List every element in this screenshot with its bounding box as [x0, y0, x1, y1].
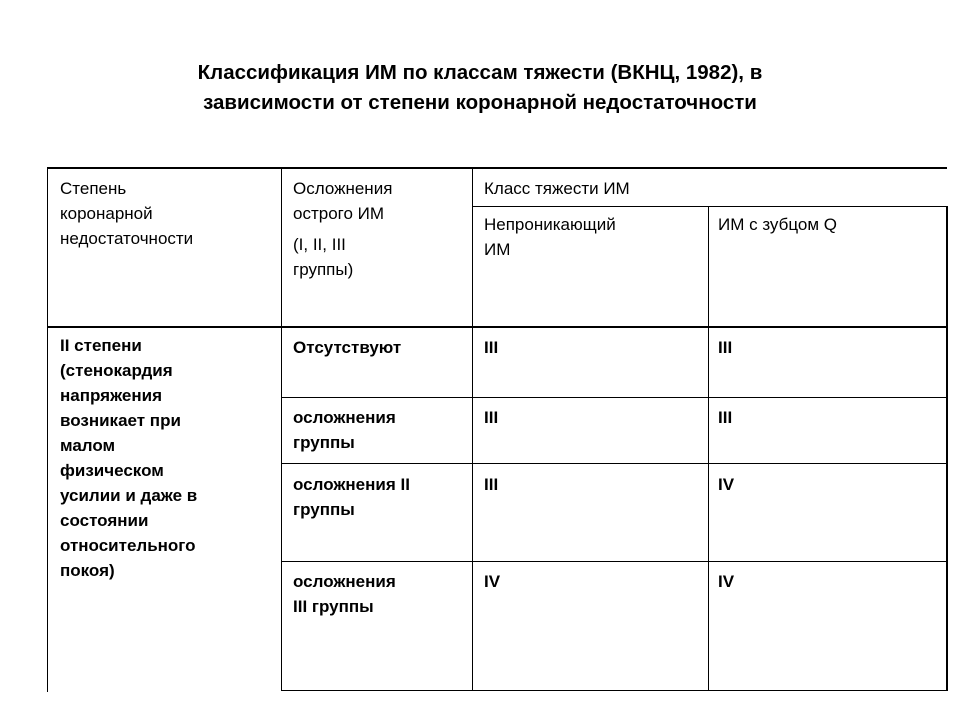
title-line-2: зависимости от степени коронарной недостаточности: [203, 91, 757, 114]
header-nonpenetrating: [484, 212, 616, 262]
header-degree-line-3: недостаточности: [60, 229, 194, 248]
row-1-complication-line-1: Отсутствуют: [293, 338, 402, 357]
header-complications-groups-1: (I, II, III: [293, 235, 346, 254]
row-2-nonpenetrating: III: [484, 408, 499, 427]
row-3-complication-line-1: осложнения II: [293, 475, 410, 494]
row-1-complication: [293, 335, 401, 360]
header-nonpenetrating-line-2: ИМ: [484, 240, 511, 259]
row-3-qwave: IV: [718, 475, 735, 494]
header-degree-line-1: Степень: [60, 179, 127, 198]
header-nonpenetrating-line-1: Непроникающий: [484, 215, 616, 234]
row-4-complication-line-2: III группы: [293, 597, 374, 616]
degree-line-10: покоя): [60, 561, 115, 580]
title-line-1: Классификация ИМ по классам тяжести (ВКНЦ, 1982), в: [197, 61, 763, 84]
table-bottom-border: [281, 690, 947, 691]
row-1-qwave: III: [718, 338, 733, 357]
degree-line-6: физическом: [60, 461, 164, 480]
degree-line-9: относительного: [60, 536, 196, 555]
col-2-border: [472, 167, 473, 691]
row-3-complication-line-2: группы: [293, 500, 355, 519]
left-border: [47, 167, 48, 692]
header-severity-class: Класс тяжести ИМ: [484, 179, 630, 198]
row-3-nonpenetrating: III: [484, 475, 499, 494]
row-2-complication-line-2: группы: [293, 433, 355, 452]
row-2-complication: [293, 405, 396, 455]
row-1-bottom-border: [281, 397, 947, 398]
row-3-bottom-border: [281, 561, 947, 562]
row-4-nonpenetrating: IV: [484, 572, 501, 591]
row-2-complication-line-1: осложнения: [293, 408, 396, 427]
header-complications-line-1: Осложнения: [293, 179, 393, 198]
row-2-qwave: III: [718, 408, 733, 427]
degree-line-2: (стенокардия: [60, 361, 173, 380]
row-1-nonpenetrating: III: [484, 338, 499, 357]
row-2-bottom-border: [281, 463, 947, 464]
header-complications-groups-2: группы): [293, 260, 354, 279]
degree-line-8: состоянии: [60, 511, 149, 530]
right-border: [946, 206, 948, 691]
header-bottom-border: [47, 326, 947, 328]
table-top-border: [47, 167, 947, 169]
subheader-border: [472, 206, 947, 207]
degree-cell: [60, 333, 197, 583]
header-complications: [293, 176, 392, 282]
row-4-qwave: IV: [718, 572, 735, 591]
header-qwave: ИМ с зубцом Q: [718, 215, 837, 234]
row-4-complication: [293, 569, 396, 619]
header-degree: [60, 176, 193, 251]
col-3-border: [708, 206, 709, 691]
degree-line-1: II степени: [60, 336, 142, 355]
row-3-complication: [293, 472, 410, 522]
degree-line-3: напряжения: [60, 386, 162, 405]
degree-line-4: возникает при: [60, 411, 181, 430]
header-complications-line-2: острого ИМ: [293, 204, 385, 223]
degree-line-5: малом: [60, 436, 116, 455]
header-degree-line-2: коронарной: [60, 204, 153, 223]
row-4-complication-line-1: осложнения: [293, 572, 396, 591]
degree-line-7: усилии и даже в: [60, 486, 198, 505]
col-1-border: [281, 167, 282, 691]
